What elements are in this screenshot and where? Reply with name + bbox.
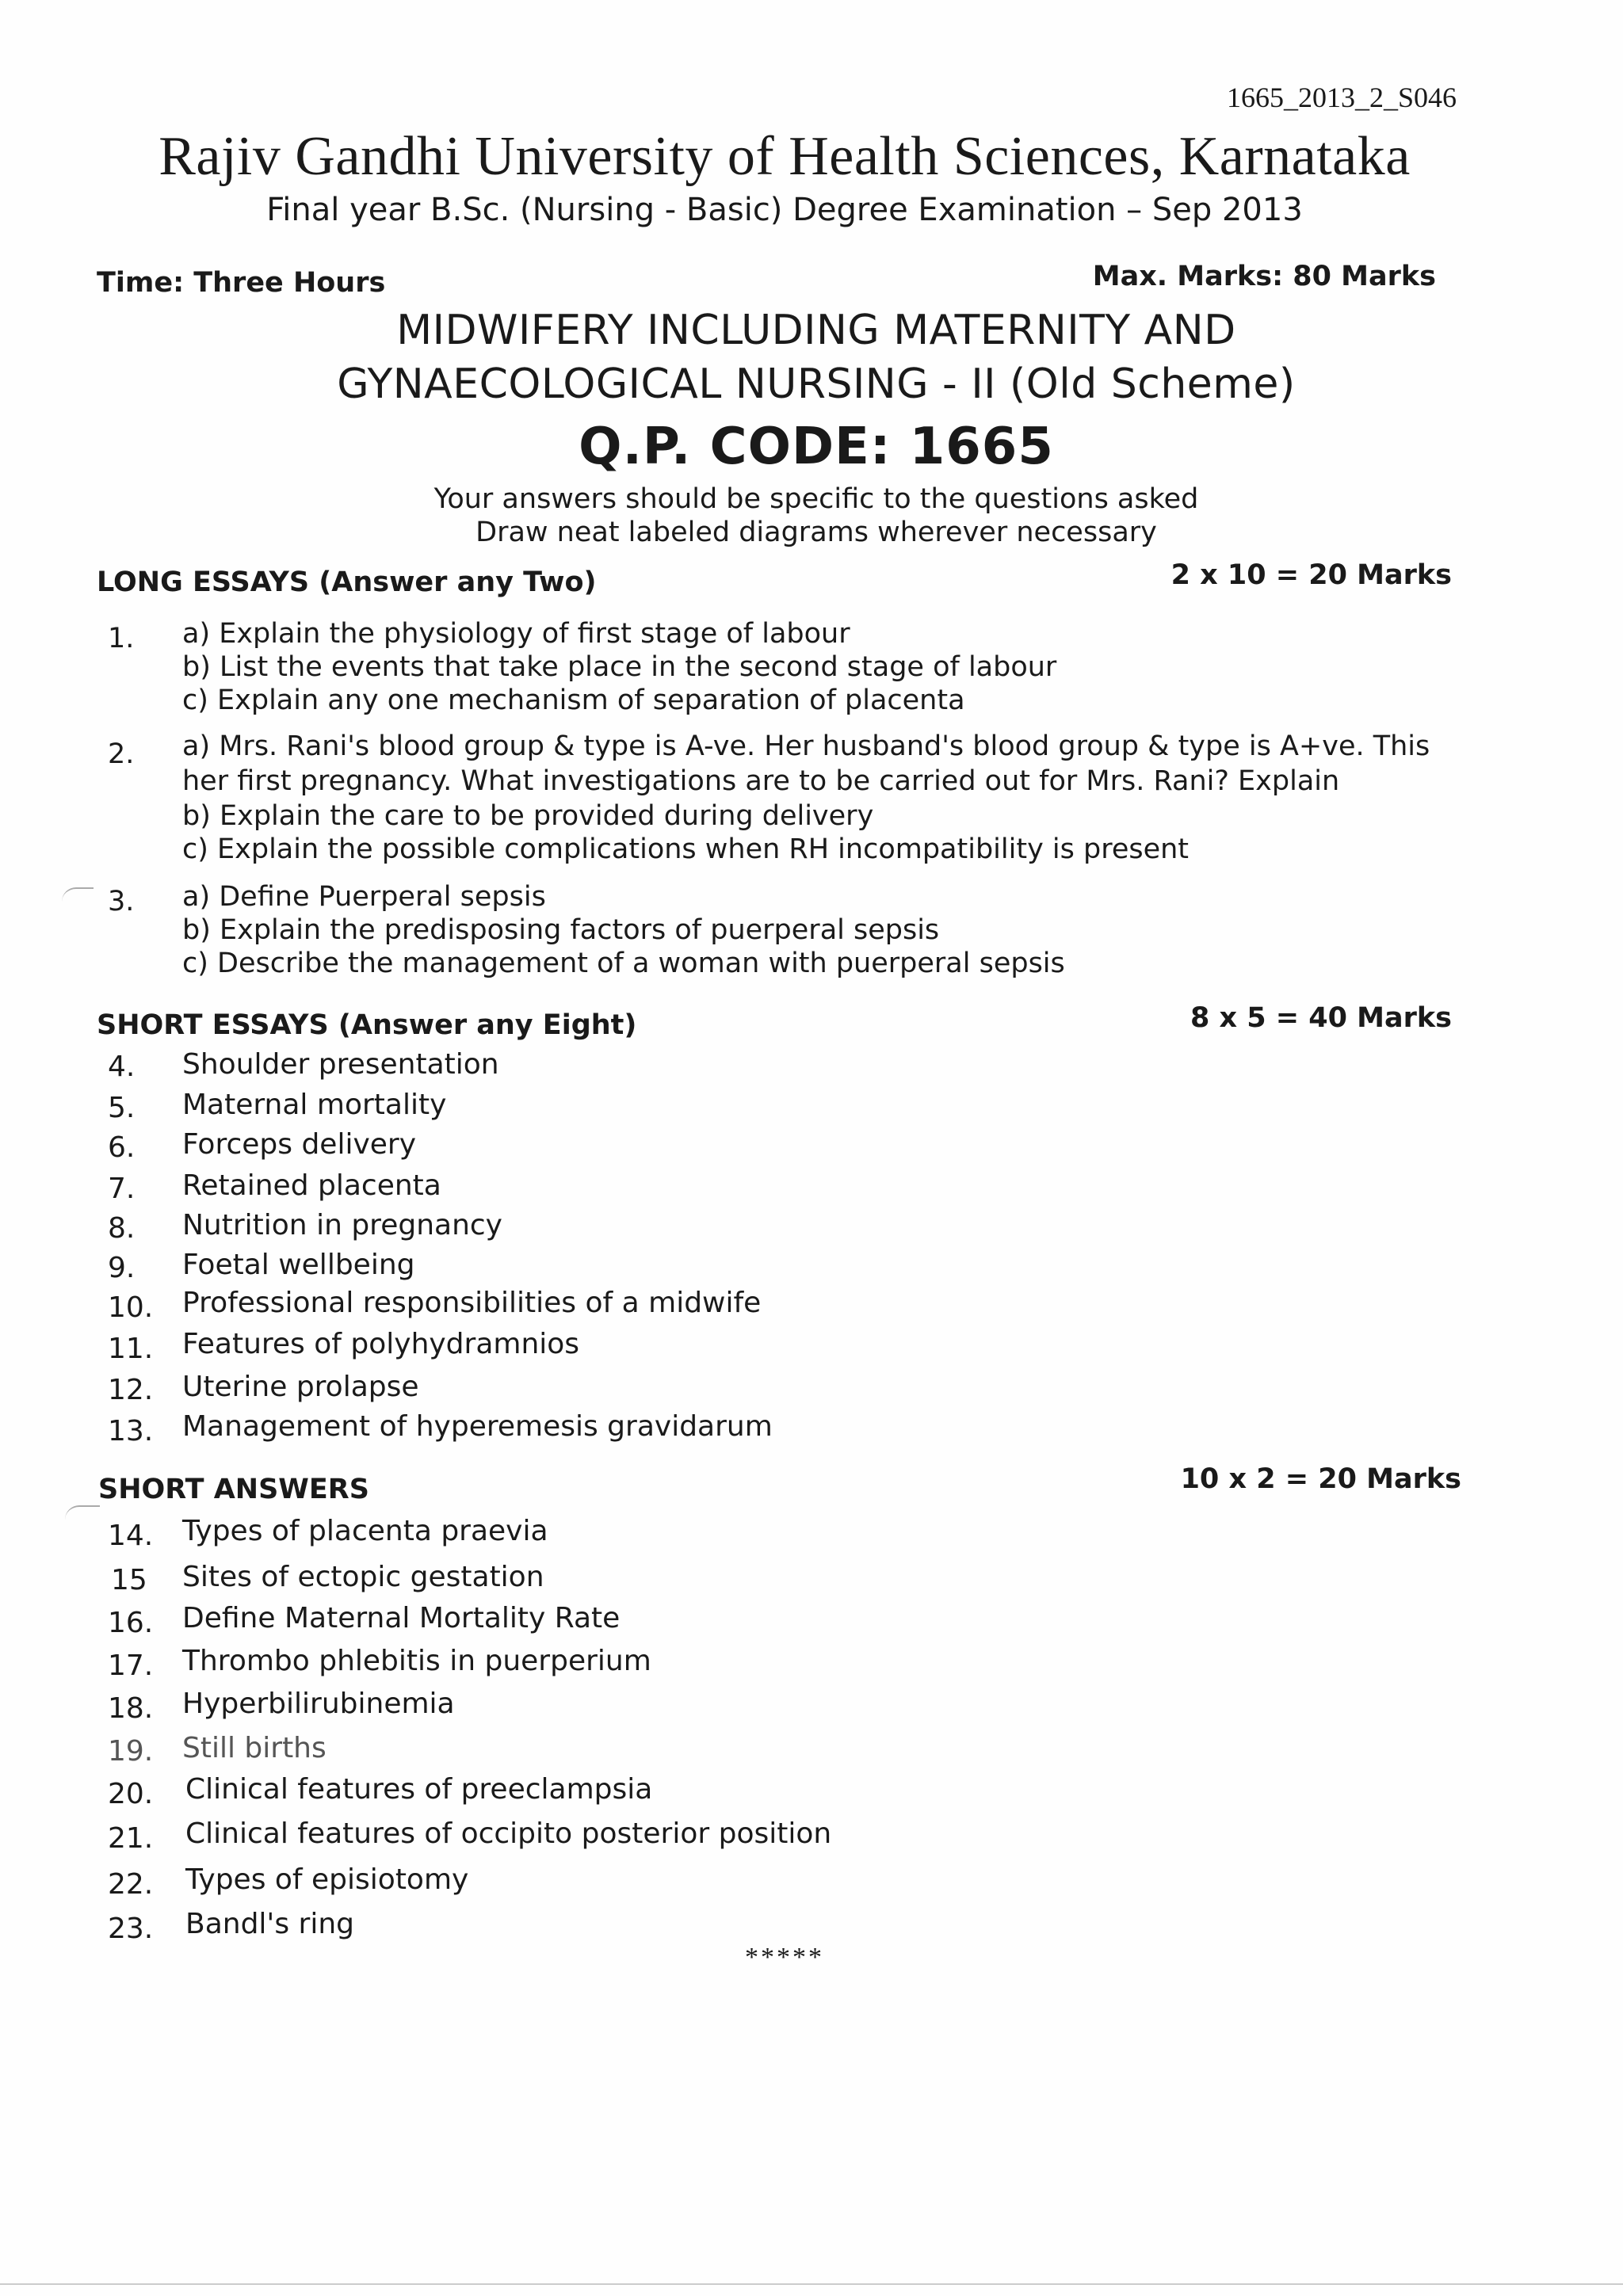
question-text: Bandl's ring — [185, 1908, 354, 1940]
question-text: Forceps delivery — [182, 1128, 417, 1161]
question-text: Clinical features of preeclampsia — [185, 1773, 653, 1806]
long-essays-marks: 2 x 10 = 20 Marks — [1170, 559, 1452, 591]
short-essays-title: SHORT ESSAYS (Answer any Eight) — [97, 1009, 637, 1041]
question-number: 4. — [108, 1051, 136, 1083]
question-text: Clinical features of occipito posterior position — [185, 1817, 832, 1850]
question-text: Retained placenta — [182, 1169, 441, 1202]
subject-title-line-1: MIDWIFERY INCLUDING MATERNITY AND — [396, 307, 1236, 354]
question-part: b) Explain the care to be provided during delivery — [182, 800, 874, 832]
question-text: Professional responsibilities of a midwife — [182, 1287, 762, 1319]
question-number: 18. — [108, 1692, 154, 1725]
scan-mark — [62, 887, 94, 902]
question-number: 5. — [108, 1092, 136, 1124]
question-text: Maternal mortality — [182, 1089, 447, 1121]
question-number: 7. — [108, 1173, 136, 1205]
short-answers-title: SHORT ANSWERS — [98, 1474, 369, 1505]
question-text: Features of polyhydramnios — [182, 1328, 580, 1360]
question-number: 15 — [111, 1564, 147, 1596]
question-part: c) Explain any one mechanism of separation of placenta — [182, 685, 965, 716]
question-text: Still births — [182, 1732, 327, 1764]
qp-code: Q.P. CODE: 1665 — [579, 418, 1054, 476]
question-number: 8. — [108, 1212, 136, 1245]
instruction-2: Draw neat labeled diagrams wherever necessary — [475, 517, 1157, 548]
exam-time: Time: Three Hours — [97, 267, 386, 299]
question-text: Define Maternal Mortality Rate — [182, 1602, 621, 1634]
question-part: c) Describe the management of a woman with puerperal sepsis — [182, 948, 1065, 979]
question-part: her first pregnancy. What investigations are to be carried out for Mrs. Rani? Explain — [182, 765, 1340, 797]
question-text: Types of placenta praevia — [182, 1515, 548, 1547]
max-marks: Max. Marks: 80 Marks — [1092, 261, 1436, 292]
question-number: 6. — [108, 1131, 136, 1164]
end-of-paper-mark: ***** — [745, 1943, 824, 1972]
question-text: Sites of ectopic gestation — [182, 1561, 544, 1593]
question-text: Management of hyperemesis gravidarum — [182, 1410, 773, 1443]
question-number: 19. — [108, 1735, 154, 1768]
question-text: Nutrition in pregnancy — [182, 1209, 502, 1241]
question-number: 2. — [108, 738, 135, 770]
question-part: a) Define Puerperal sepsis — [182, 881, 546, 913]
question-number: 16. — [108, 1607, 154, 1639]
scan-mark — [65, 1505, 100, 1520]
question-text: Shoulder presentation — [182, 1048, 499, 1081]
subject-title-line-2: GYNAECOLOGICAL NURSING - II (Old Scheme) — [337, 360, 1296, 408]
long-essays-title: LONG ESSAYS (Answer any Two) — [97, 566, 597, 598]
question-part: b) List the events that take place in the second stage of labour — [182, 651, 1057, 683]
question-number: 10. — [108, 1291, 154, 1324]
question-number: 11. — [108, 1333, 154, 1365]
question-text: Hyperbilirubinemia — [182, 1688, 455, 1720]
question-text: Thrombo phlebitis in puerperium — [182, 1645, 651, 1677]
question-number: 9. — [108, 1252, 136, 1284]
page-edge-line — [0, 2283, 1623, 2285]
university-title: Rajiv Gandhi University of Health Sciences, Karnataka — [158, 126, 1411, 187]
question-part: c) Explain the possible complications when RH incompatibility is present — [182, 833, 1190, 865]
question-number: 12. — [108, 1374, 154, 1406]
question-text: Foetal wellbeing — [182, 1249, 415, 1281]
instruction-1: Your answers should be specific to the questions asked — [433, 483, 1199, 515]
question-number: 23. — [108, 1913, 154, 1945]
exam-title: Final year B.Sc. (Nursing - Basic) Degree Examination – Sep 2013 — [266, 192, 1303, 228]
question-number: 3. — [108, 886, 135, 917]
question-part: a) Explain the physiology of first stage of labour — [182, 618, 850, 650]
short-answers-marks: 10 x 2 = 20 Marks — [1180, 1463, 1461, 1495]
question-text: Uterine prolapse — [182, 1371, 419, 1403]
question-number: 21. — [108, 1822, 154, 1855]
paper-code: 1665_2013_2_S046 — [1226, 82, 1457, 113]
short-essays-marks: 8 x 5 = 40 Marks — [1190, 1002, 1452, 1034]
question-number: 1. — [108, 623, 135, 654]
question-number: 13. — [108, 1415, 154, 1447]
question-text: Types of episiotomy — [185, 1863, 469, 1896]
question-number: 22. — [108, 1868, 154, 1901]
question-number: 14. — [108, 1520, 154, 1552]
question-part: a) Mrs. Rani's blood group & type is A-ve. Her husband's blood group & type is A+ve. This — [182, 730, 1430, 762]
question-number: 20. — [108, 1778, 154, 1810]
question-number: 17. — [108, 1650, 154, 1682]
question-part: b) Explain the predisposing factors of puerperal sepsis — [182, 914, 940, 946]
